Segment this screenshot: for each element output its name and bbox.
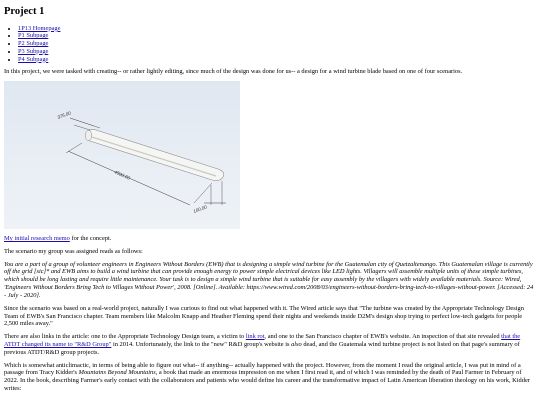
page-title: Project 1 [4,6,45,17]
dim-label-long: 4500.00 [113,169,131,181]
nav-link-homepage[interactable]: 1P13 Homepage [18,24,61,32]
links-paragraph [4,333,536,356]
nav-link-p3[interactable]: P3 Subpage [18,47,49,55]
memo-paragraph [4,235,536,243]
turbine-blade-drawing [4,81,240,229]
scenario-intro: The scenario my group was assigned reads as follows: [4,247,143,255]
emphasis-also: also [291,340,302,348]
final-text-2: , a book that made an enormous impression on me when I first read it, and of which I was reminded by the death of Paul Farmer in February of 2022. In the book, describing Farmer's early contact with the collaborators and patients who would define his career and the transformative impact of Latin American liberation theology on his work, Kidder writes: [4,369,530,393]
nav-item-p4 [18,56,536,64]
link-rot-link[interactable]: link rot [245,333,265,341]
links-text-3: in 2014. Unfortunately, the link to the "new" R&D group's website is [111,340,292,348]
blade-root [85,130,91,140]
blade-cad-render [4,81,240,229]
dim-line-top [70,118,94,126]
links-text-1: There are also links in the article: one to the Appropriate Technology Design team, a victim to [4,333,246,341]
dim-label-end: 100.00 [192,204,208,214]
nav-item-p3 [18,48,536,56]
dim-extension-top-2 [94,126,100,128]
dim-extension-top [74,125,90,130]
scenario-quote: You are a part of a group of volunteer engineers in Engineers Without Borders (EWB) that is designing a simple wind turbine for the Guatemalan city of Quetzaltenango. This Guatemalan village is currently off the grid [sic]* and EWB aims to build a wind turbine that can provide enough energy to power simple electrical devices like LED lights. Villagers will assemble multiple units of these simple turbines, which should be long lasting and require little maintenance. Your task is to design a simple wind turbine that is suitable for easy assembly by the villagers with widely available materials. Source: Wired, 'Engineers Without Borders Bring Tech to Villages Without Power', 2008. [Online]. Available: https://www.wired.com/2008/03/engineers-without-borders-bring-tech-to-villages-without-power. [Accessed: 24 - July - 2020]. [4,260,534,299]
book-title: Mountains Beyond Mountains [78,369,156,377]
nav-item-p2 [18,40,536,48]
research-memo-link[interactable]: My initial research memo [4,235,70,243]
subpage-nav [4,25,536,63]
nav-link-p2[interactable]: P2 Subpage [18,40,49,48]
nav-link-p4[interactable]: P4 Subpage [18,55,49,63]
memo-text: for the concept. [69,235,112,243]
links-text-2: , and one to the San Francisco chapter of EWB's website. An inspection of that site revealed [264,333,502,341]
final-text-1: Which is somewhat anticlimactic, in terms of being able to figure out what-- if anything-- actually happened with the project. However, from the moment I read the original article, I was put in mind of a passage from Tracy Kidder's [4,361,521,377]
final-paragraph [4,362,536,393]
nav-item-homepage [18,25,536,33]
nav-link-p1[interactable]: P1 Subpage [18,32,49,40]
blade-shape [86,129,224,180]
dim-label-top: 375.00 [56,110,72,120]
blade-shading [92,137,216,176]
real-world-paragraph: Since the scenario was based on a real-world project, naturally I was curious to find out what happened with it. The Wired article says that "The turbine was created by the Appropriate Technology Design Team of EWB's San Francisco chapter. Team members like Malcolm Knapp and Heather Fleming spend their nights and weekends inside D2M's design shop trying to perfect low-tech gadgets for people 2,500 miles away." [4,304,524,328]
links-text-4: dead, and the Guatemala wind turbine project is not listed on that page's summary of previous ATDT/R&D group projects. [4,340,520,356]
atdt-name-change-link[interactable]: that the ATDT changed its name to "R&D Group" [4,333,521,348]
dim-extension-right [194,183,212,203]
intro-paragraph: In this project, we were tasked with creating-- or rather lightly editing, since much of the design was done for us-- a design for a wind turbine blade based on one of four scenarios. [4,68,463,76]
dim-extension-left [66,143,82,153]
nav-item-p1 [18,32,536,40]
